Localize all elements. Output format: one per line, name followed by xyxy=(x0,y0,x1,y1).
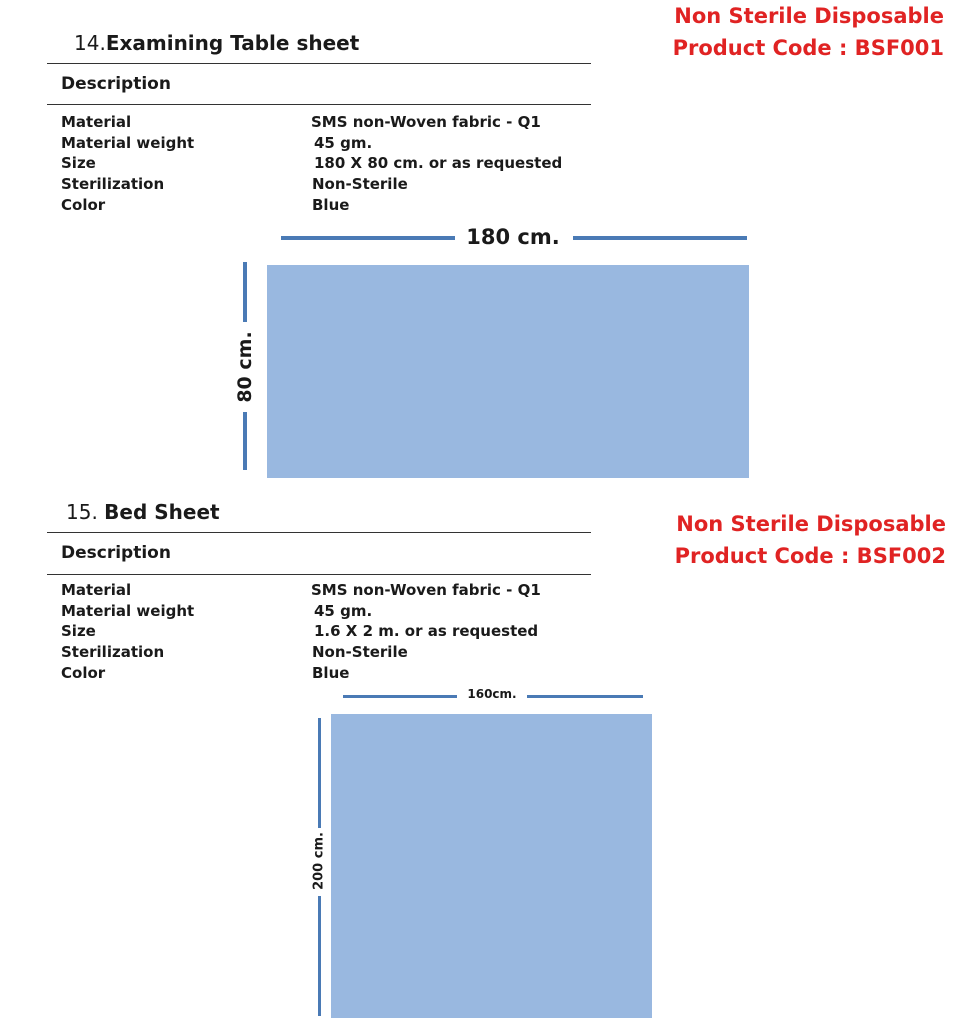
width-dimension-line xyxy=(527,695,643,698)
spec-row xyxy=(61,601,581,622)
description-heading: Description xyxy=(61,74,171,94)
spec-row xyxy=(61,621,581,642)
spec-row xyxy=(61,112,581,133)
spec-value: 1.6 X 2 m. or as requested xyxy=(314,622,539,641)
width-dimension-label: 180 cm. xyxy=(466,225,560,249)
height-dimension-line xyxy=(318,896,321,1016)
spec-label: Size xyxy=(61,154,96,173)
spec-row xyxy=(61,580,581,601)
spec-label: Color xyxy=(61,663,106,682)
spec-label: Material weight xyxy=(61,601,195,620)
spec-row xyxy=(61,195,581,216)
spec-label: Sterilization xyxy=(61,643,165,662)
title-divider xyxy=(47,532,591,533)
product-tag xyxy=(675,508,946,572)
sterility-label: Non Sterile Disposable xyxy=(674,4,944,28)
spec-value: Blue xyxy=(312,195,350,214)
spec-row xyxy=(61,642,581,663)
height-dimension-line xyxy=(243,412,247,470)
width-dimension-line xyxy=(343,695,457,698)
spec-value: SMS non-Woven fabric - Q1 xyxy=(311,581,541,599)
product-code: Product Code : BSF001 xyxy=(672,36,944,60)
product-title xyxy=(66,500,220,524)
height-dimension-label: 200 cm. xyxy=(311,832,327,890)
spec-table xyxy=(61,112,581,215)
description-heading: Description xyxy=(61,543,171,563)
height-dimension-label: 80 cm. xyxy=(234,331,256,403)
spec-value: Non-Sterile xyxy=(312,643,408,662)
spec-label: Sterilization xyxy=(61,175,165,194)
width-dimension-line xyxy=(573,236,747,240)
product-name: Bed Sheet xyxy=(104,500,220,524)
spec-value: Blue xyxy=(312,663,350,682)
width-dimension-label: 160cm. xyxy=(467,687,517,701)
spec-value: 45 gm. xyxy=(314,601,373,620)
bed-sheet-illustration xyxy=(331,714,652,1018)
width-dimension-line xyxy=(281,236,455,240)
height-dimension-line xyxy=(243,262,247,322)
spec-row xyxy=(61,663,581,684)
examining-table-sheet-illustration xyxy=(267,265,749,478)
spec-value: Non-Sterile xyxy=(312,175,408,194)
spec-row xyxy=(61,153,581,174)
sterility-label: Non Sterile Disposable xyxy=(676,512,946,536)
description-divider xyxy=(47,104,591,105)
spec-label: Size xyxy=(61,622,96,641)
spec-label: Material weight xyxy=(61,133,195,152)
spec-label: Material xyxy=(61,581,132,599)
product-number: 14. xyxy=(74,31,106,55)
spec-label: Material xyxy=(61,113,132,131)
spec-row xyxy=(61,133,581,154)
title-divider xyxy=(47,63,591,64)
spec-table xyxy=(61,580,581,683)
product-name: Examining Table sheet xyxy=(105,31,360,55)
product-number: 15. xyxy=(66,500,98,524)
height-dimension-line xyxy=(318,718,321,828)
spec-value: 45 gm. xyxy=(314,133,373,152)
description-divider xyxy=(47,574,591,575)
spec-value: SMS non-Woven fabric - Q1 xyxy=(311,113,541,131)
spec-label: Color xyxy=(61,195,106,214)
product-code: Product Code : BSF002 xyxy=(674,544,946,568)
product-tag xyxy=(673,0,944,64)
product-title xyxy=(74,31,359,55)
spec-value: 180 X 80 cm. or as requested xyxy=(314,154,563,173)
spec-row xyxy=(61,174,581,195)
